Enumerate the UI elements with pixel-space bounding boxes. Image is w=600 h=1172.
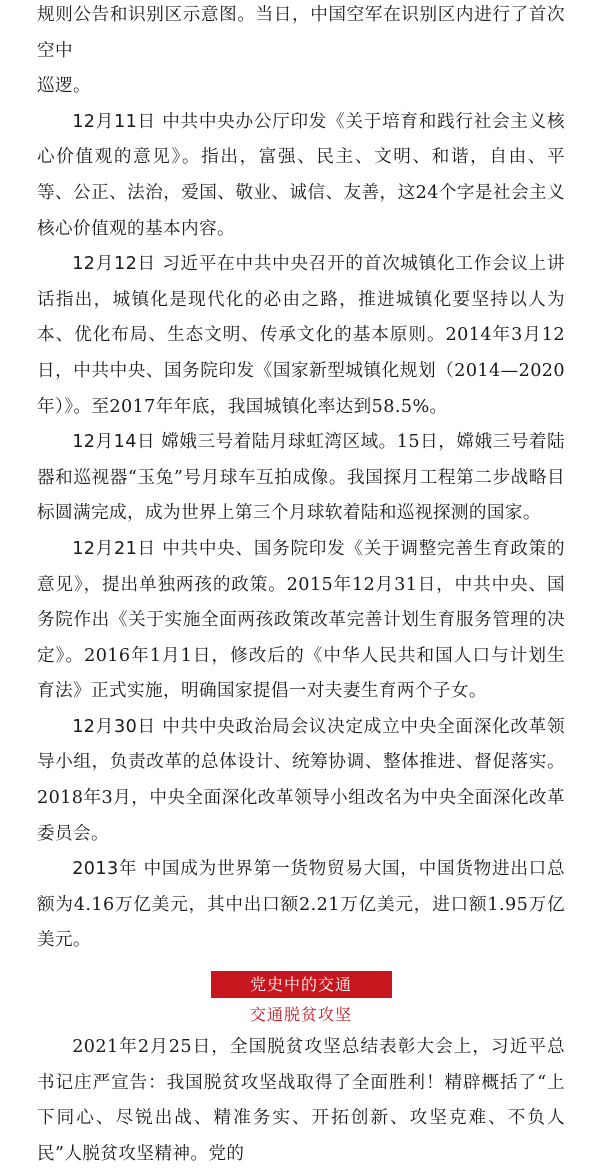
intro-paragraph	[37, 0, 565, 105]
entry-text: 中国成为世界第一货物贸易大国，中国货物进出口总额为4.16万亿美元，其中出口额2.21万亿美元，进口额1.95万亿美元。	[37, 859, 566, 951]
section-banner: 党史中的交通	[211, 971, 392, 998]
entry-date: 12月21日	[72, 538, 156, 559]
chronicle-entry-dec-11	[37, 105, 565, 247]
entry-date: 12月14日	[72, 432, 156, 453]
intro-line-1: 规则公告和识别区示意图。当日，中国空军在识别区内进行了首次空中	[37, 5, 565, 61]
chronicle-entry-dec-30	[37, 710, 565, 852]
chronicle-entry-dec-12	[37, 247, 565, 425]
chronicle-entry-dec-21	[37, 532, 565, 710]
entry-date: 12月11日	[72, 111, 156, 132]
entry-text: 习近平在中共中央召开的首次城镇化工作会议上讲话指出，城镇化是现代化的必由之路，推进城镇化要坚持以人为本、优化布局、生态文明、传承文化的基本原则。2014年3月12日，中共中央、国务院印发《国家新型城镇化规划（2014—2020年）》。至2017年年底，我国城镇化率达到58.5%。	[37, 254, 565, 417]
entry-date: 12月30日	[72, 716, 156, 737]
section-paragraph: 2021年2月25日，全国脱贫攻坚总结表彰大会上，习近平总书记庄严宣告：我国脱贫攻坚战取得了全面胜利！精辟概括了“上下同心、尽锐出战、精准务实、开拓创新、攻坚克难、不负人民”人脱贫攻坚精神。党的	[37, 1037, 565, 1164]
chronicle-entry-2013	[37, 852, 565, 959]
entry-date: 2013年	[72, 859, 138, 880]
intro-line-2: 巡逻。	[37, 76, 91, 97]
entry-date: 12月12日	[72, 254, 156, 275]
entry-text: 中共中央政治局会议决定成立中央全面深化改革领导小组，负责改革的总体设计、统筹协调、整体推进、督促落实。2018年3月，中央全面深化改革领导小组改名为中央全面深化改革委员会。	[37, 716, 565, 844]
entry-text: 中共中央、国务院印发《关于调整完善生育政策的意见》，提出单独两孩的政策。2015年12月31日，中共中央、国务院作出《关于实施全面两孩政策改革完善计划生育服务管理的决定》。2016年1月1日，修改后的《中华人民共和国人口与计划生育法》正式实施，明确国家提倡一对夫妻生育两个子女。	[37, 538, 565, 702]
entry-text: 中共中央办公厅印发《关于培育和践行社会主义核心价值观的意见》。指出，富强、民主、文明、和谐，自由、平等、公正、法治，爱国、敬业、诚信、友善，这24个字是社会主义核心价值观的基本内容。	[37, 111, 565, 239]
chronicle-entry-dec-14	[37, 425, 565, 532]
page-content	[37, 0, 565, 1172]
section-subtitle: 交通脱贫攻坚	[249, 1005, 352, 1025]
entry-text: 嫦娥三号着陆月球虹湾区域。15日，嫦娥三号着陆器和巡视器“玉兔”号月球车互拍成像。我国探月工程第二步战略目标圆满完成，成为世界上第三个月球软着陆和巡视探测的国家。	[37, 432, 565, 524]
